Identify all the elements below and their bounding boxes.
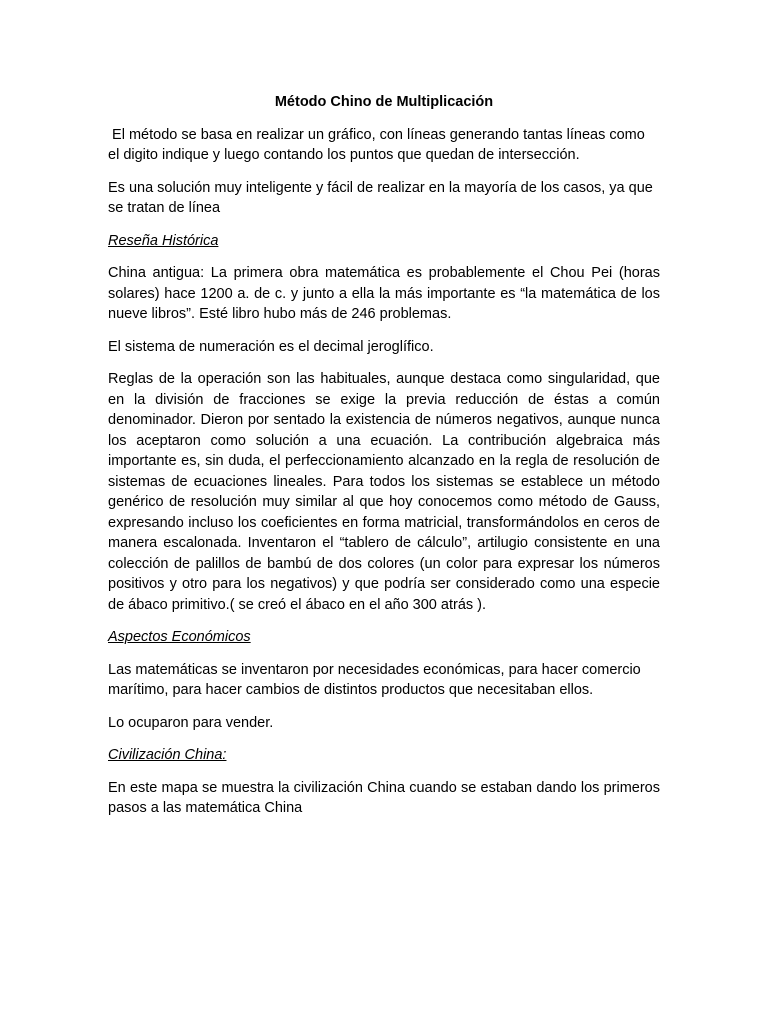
history-paragraph-1: China antigua: La primera obra matemática es probablemente el Chou Pei (horas solares) hace 1200 a. de c. y junto a ella la más importante es “la matemática de los nueve libros”. Esté libro hubo más de 246 problemas. <box>108 265 660 322</box>
section-heading-civilization: Civilización China: <box>108 747 227 763</box>
section-heading-history: Reseña Histórica <box>108 232 219 249</box>
civilization-paragraph-1: En este mapa se muestra la civilización China cuando se estaban dando los primeros pasos a las matemática China <box>108 779 660 816</box>
economic-paragraph-1: Las matemáticas se inventaron por necesidades económicas, para hacer comercio marítimo, para hacer cambios de distintos productos que necesitaban ellos. <box>108 661 641 698</box>
economic-paragraph-2: Lo ocuparon para vender. <box>108 714 274 731</box>
document-title: Método Chino de Multiplicación <box>274 94 494 110</box>
history-paragraph-3: Reglas de la operación son las habituales, aunque destaca como singularidad, que en la división de fracciones se exige la previa reducción de éstas a común denominador. Dieron por sentado la existencia de números negativos, aunque nunca los aceptaron como solución a una ecuación. La contribución algebraica más importante es, sin duda, el perfeccionamiento alcanzado en la regla de resolución de sistemas de ecuaciones lineales. Para todos los sistemas se establece un método genérico de resolución muy similar al que hoy conocemos como método de Gauss, expresando incluso los coeficientes en forma matricial, transformándolos en ceros de manera escalonada. Inventaron el “tablero de cálculo”, artilugio consistente en una colección de palillos de bambú de dos colores (un color para expresar los números positivos y otro para los negativos) y que podría ser considerado como una especie de ábaco primitivo.( se creó el ábaco en el año 300 atrás ). <box>108 371 660 613</box>
section-heading-economic: Aspectos Económicos <box>108 629 251 645</box>
history-paragraph-2: El sistema de numeración es el decimal jeroglífico. <box>108 338 434 355</box>
intro-paragraph-2: Es una solución muy inteligente y fácil de realizar en la mayoría de los casos, ya que se tratan de línea <box>108 179 653 216</box>
document-body <box>108 92 660 831</box>
intro-paragraph-1: El método se basa en realizar un gráfico, con líneas generando tantas líneas como el digito indique y luego contando los puntos que quedan de intersección. <box>108 126 649 163</box>
